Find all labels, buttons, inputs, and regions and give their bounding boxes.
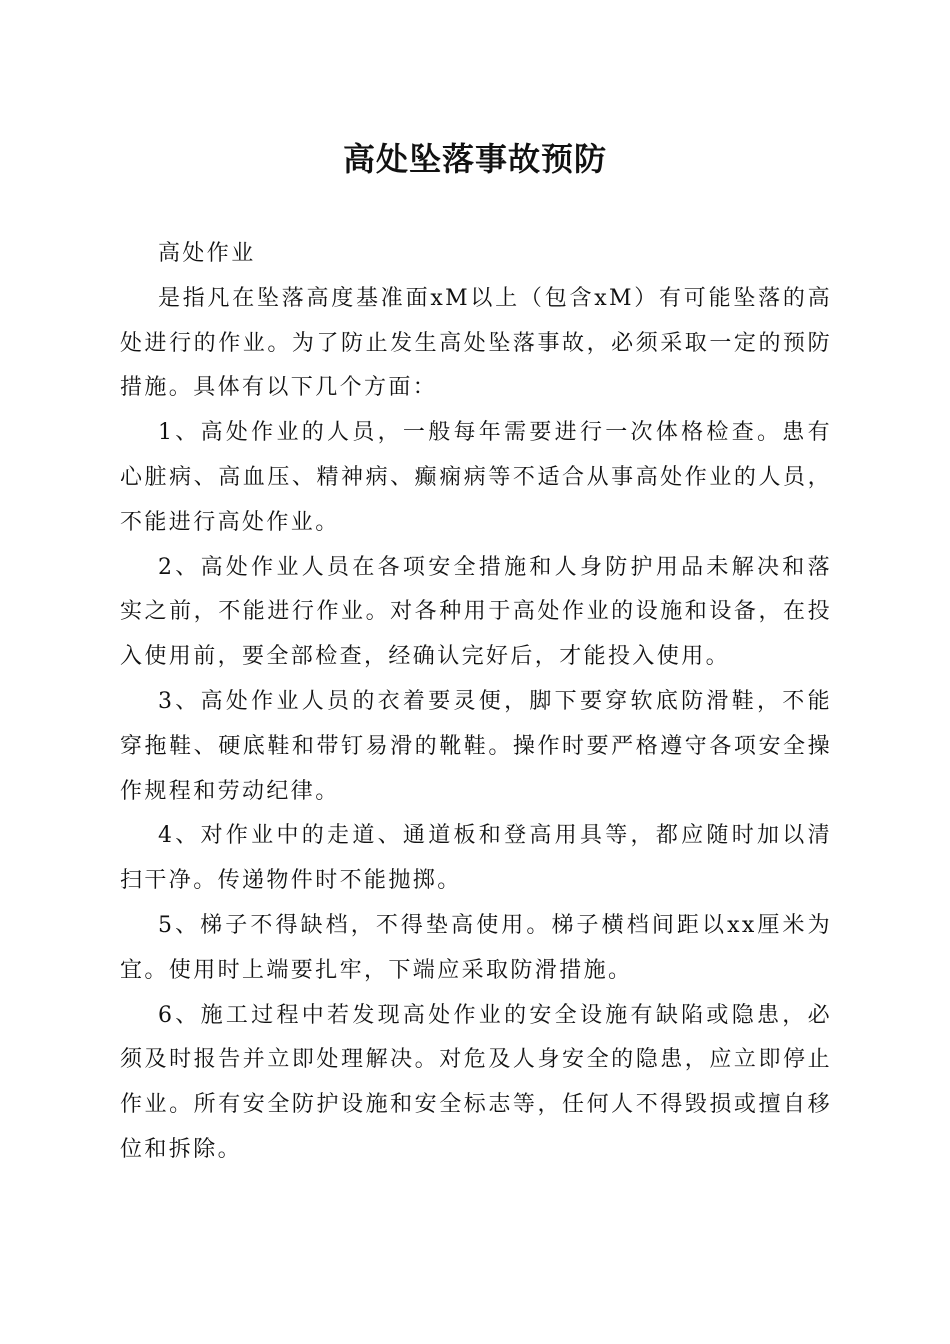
paragraph-item-4: 4、对作业中的走道、通道板和登高用具等，都应随时加以清扫干净。传递物件时不能抛掷。 (120, 823, 832, 894)
paragraph-item-5: 5、梯子不得缺档，不得垫高使用。梯子横档间距以xx厘米为宜。使用时上端要扎牢，下端应采取防滑措施。 (120, 912, 832, 983)
paragraph-intro: 是指凡在坠落高度基准面xM以上（包含xM）有可能坠落的高处进行的作业。为了防止发生高处坠落事故，必须采取一定的预防措施。具体有以下几个方面： (120, 285, 832, 401)
paragraph-item-2: 2、高处作业人员在各项安全措施和人身防护用品未解决和落实之前，不能进行作业。对各种用于高处作业的设施和设备，在投入使用前，要全部检查，经确认完好后，才能投入使用。 (120, 554, 832, 670)
document-title: 高处坠落事故预防 (342, 140, 607, 178)
paragraph-item-1: 1、高处作业的人员，一般每年需要进行一次体格检查。患有心脏病、高血压、精神病、癫痫病等不适合从事高处作业的人员，不能进行高处作业。 (120, 420, 832, 535)
document-body (120, 232, 832, 1173)
section-heading: 高处作业 (158, 241, 256, 266)
paragraph-item-3: 3、高处作业人员的衣着要灵便，脚下要穿软底防滑鞋，不能穿拖鞋、硬底鞋和带钉易滑的靴鞋。操作时要严格遵守各项安全操作规程和劳动纪律。 (120, 688, 832, 804)
paragraph-item-6: 6、施工过程中若发现高处作业的安全设施有缺陷或隐患，必须及时报告并立即处理解决。对危及人身安全的隐患，应立即停止作业。所有安全防护设施和安全标志等，任何人不得毁损或擅自移位和拆除。 (120, 1002, 832, 1162)
